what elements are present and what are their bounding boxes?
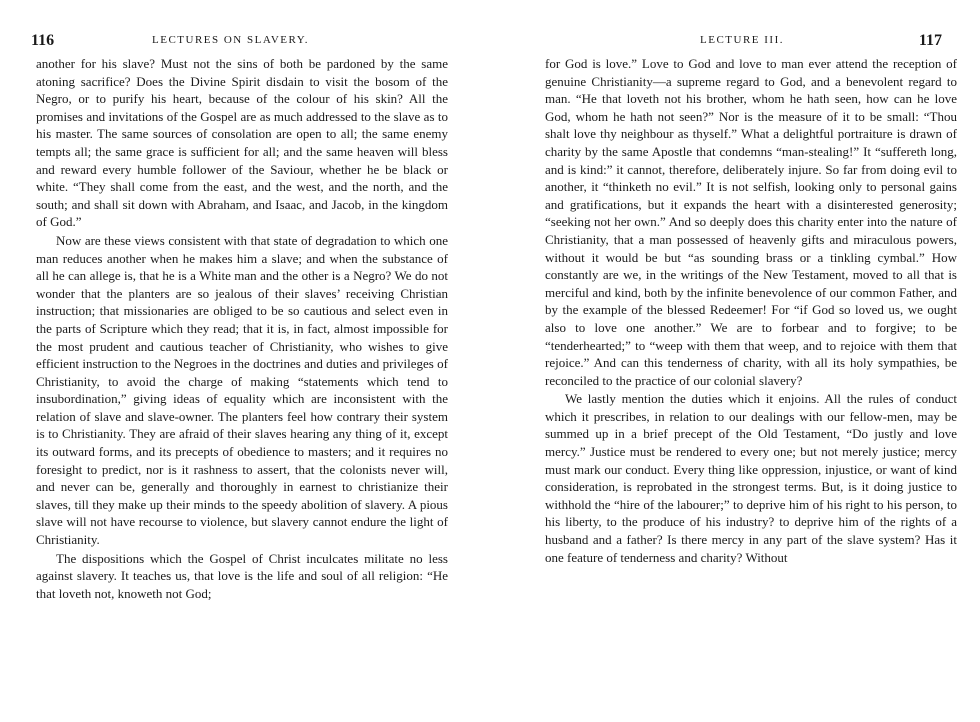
right-page-header	[490, 34, 980, 52]
paragraph: We lastly mention the duties which it enjoins. All the rules of conduct which it prescribes, in relation to our dealings with our fellow-men, may be summed up in a brief precept of the Old Testament, “Do justly and love mercy.” Justice must be rendered to every one; but not merely justice; mercy must mark our conduct. Every thing like oppression, injustice, or want of kind consideration, is reprobated in the strongest terms. But, is it doing justice to withhold the “hire of the labourer;” to deprive him of his right to his person, to his liberty, to the produce of his industry? to deprive him of the rights of a husband and a father? Is there mercy in any part of the slave system? Has it one feature of tenderness and charity? Without	[545, 391, 957, 565]
right-page-body	[545, 55, 957, 566]
paragraph: Now are these views consistent with that state of degradation to which one man reduces another when he makes him a slave; and when the substance of all he can allege is, that he is a White man and the other is a Negro? We do not wonder that the planters are so jealous of their slaves’ receiving Christian instruction; that missionaries are obliged to be so cautious and select even in the parts of Scripture which they read; that it is, in fact, almost impossible for the most prudent and cautious teacher of Christianity, who wishes to give efficient instruction to the Negroes in the doctrines and duties and privileges of Christianity, to avoid the charge of making “statements which tend to insubordination,” giving ideas of equality which are inconsistent with the relation of slave and slave-owner. The planters feel how contrary their system is to Christianity. They are afraid of their slaves hearing any thing of it, except its outward forms, and its precepts of obedience to masters; and it requires no foresight to predict, nor is it rashness to assert, that the colonists never will, and never can be, generally and thoroughly in earnest to christianize their slaves, till they make up their minds to the speedy abolition of slavery. A pious slave will not have recourse to violence, but slavery cannot endure the light of Christianity.	[36, 232, 448, 548]
left-page-body	[36, 55, 448, 602]
running-head: LECTURE III.	[700, 34, 784, 46]
paragraph: for God is love.” Love to God and love to man ever attend the reception of genuine Christianity—a supreme regard to God, and a benevolent regard to man. “He that loveth not his brother, whom he hath seen, how can he love God, whom he hath not seen?” Nor is the measure of it to be small: “Thou shalt love thy neighbour as thyself.” What a delightful portraiture is drawn of charity by the same Apostle that condemns “man-stealing!” It “suffereth long, and is kind:” it cannot, therefore, deliberately injure. So far from doing evil to another, it “thinketh no evil.” It is not selfish, looking only to personal gains and gratifications, but it expands the heart with a disinterested generosity; “seeking not her own.” And so deeply does this charity enter into the nature of Christianity, that a man possessed of heavenly gifts and miraculous powers, without it would be but “as sounding brass or a tinkling cymbal.” How constantly are we, in the writings of the New Testament, moved to all that is merciful and kind, both by the infinite benevolence of our common Father, and by the example of the blessed Redeemer! For “if God so loved us, we ought also to love one another.” We are to forbear and to forgive; to be “tenderhearted;” to “weep with them that weep, and to rejoice with them that rejoice.” And can this tenderness of charity, with all its holy sympathies, be reconciled to the practice of our colonial slavery?	[545, 56, 957, 388]
right-page	[490, 0, 980, 722]
page-number: 117	[918, 32, 942, 49]
left-page-header	[0, 34, 490, 52]
paragraph: another for his slave? Must not the sins of both be pardoned by the same atoning sacrifice? Does the Divine Spirit disdain to visit the bosom of the Negro, or to purify his heart, because of the colour of his skin? All the promises and invitations of the Gospel are as much addressed to the slave as to his master. The same sources of consolation are open to all; the same enemy tempts all; the same grace is sufficient for all; and the same heaven will bless and reward every humble follower of the Saviour, whether he be black or white. “They shall come from the east, and the west, and the north, and the south; and shall sit down with Abraham, and Isaac, and Jacob, in the kingdom of God.”	[36, 56, 448, 230]
paragraph: The dispositions which the Gospel of Christ inculcates militate no less against slavery. It teaches us, that love is the life and soul of all religion: “He that loveth not, knoweth not God;	[36, 550, 448, 601]
running-head: LECTURES ON SLAVERY.	[152, 34, 310, 46]
page-number: 116	[31, 32, 55, 49]
